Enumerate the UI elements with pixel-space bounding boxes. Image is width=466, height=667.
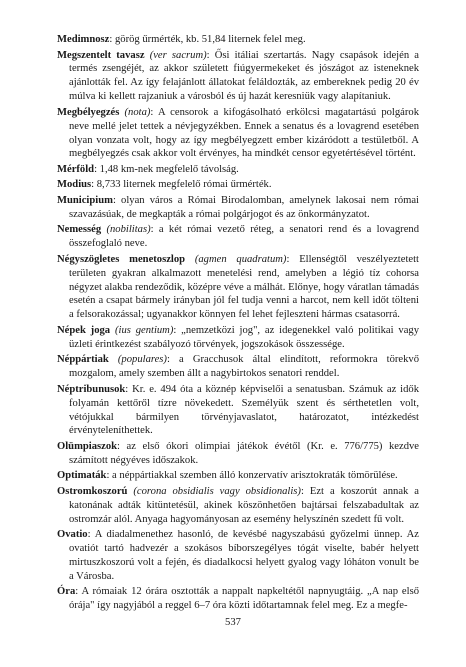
entry-term: Néppártiak <box>57 354 109 366</box>
glossary-entry: Olümpiaszok: az első ókori olimpiai játékok évétől (Kr. e. 776/775) kezdve számított négyéves időszakok. <box>57 440 420 466</box>
entry-term: Népek joga <box>57 324 111 336</box>
entry-term: Négyszögletes menetoszlop <box>57 253 186 265</box>
glossary-entry: Négyszögletes menetoszlop (agmen quadratum): Ellenségtől veszélyeztetett területen gyakran alkalmazott menetelési rend, amelyben a légió tíz cohorsa négyzet alakba rendeződik, középre véve a málhát. Előnye, hogy váratlan támadás esetén a csapat bármely irányban jól fel tudja venni a harcot, nem kell időt tölteni a felsorakozással; ugyanakkor könnyen fel lehet fejleszteni hármas csatasorrá. <box>57 253 419 321</box>
entry-term: Óra <box>57 586 76 598</box>
glossary-entry: Óra: A rómaiak 12 órára osztották a nappalt napkeltétől napnyugtáig. „A nap első órája" így nagyjából a reggel 6–7 óra közti időtartamnak felel meg. Ez a megfe- <box>57 586 419 612</box>
entry-term: Olümpiaszok <box>57 440 118 452</box>
entry-definition: 8,733 liternek megfelelő római űrmérték. <box>96 179 272 191</box>
entry-latin-term: (agmen quadratum) <box>194 253 287 265</box>
entry-definition: A censorok a kifogásolható erkölcsi magatartású polgárok neve mellé jelet tettek a névjegyzékben. Ennek a senatus és a lovagrend esetében olyan vonzata volt, hogy az így megbélyegzett ember kizáródott a testületből. A megbélyegzés csak akkor volt érvényes, ha mindkét censor egyetértésével történt. <box>69 106 419 160</box>
entry-definition: A diadalmenethez hasonló, de kevésbé nagyszabású győzelmi ünnep. Az ovatiót tartó hadvezér a szokásos bíborszegélyes tógát viselte, babér helyett mirtuszkoszorú volt a fején, és diadalkocsi helyett gyalog vagy lóháton vonult be a Városba. <box>69 529 419 582</box>
glossary-entry: Modius: 8,733 liternek megfelelő római űrmérték. <box>57 179 272 191</box>
entry-definition: Ellenségtől veszélyeztetett területen gyakran alkalmazott menetelési rend, amelyben a légió tíz cohorsa négyzet alakba rendeződik, középre véve a málhát. Előnye, hogy váratlan támadás esetén a csapat bármely irányban jól fel tudja venni a harcot, nem kell időt tölteni a felsorakozással; ugyanakkor könnyen fel lehet fejleszteni hármas csatasorrá. <box>69 253 419 321</box>
glossary-entry: Néptribunusok: Kr. e. 494 óta a köznép képviselői a senatusban. Számuk az idők folyamán kettőről tízre növekedett. Személyük szent és sérthetetlen volt, vétójukkal bármilyen törvényjavaslatot, határozatot, intézkedést érvényteleníthettek. <box>57 383 419 437</box>
entry-term: Megbélyegzés <box>57 106 120 118</box>
entry-term: Nemesség <box>57 224 102 236</box>
glossary-entry: Népek joga (ius gentium): „nemzetközi jog", az idegenekkel való politikai vagy üzleti érintkezést szabályozó törvények, jogszokások összessége. <box>57 324 420 350</box>
glossary-entry: Ostromkoszorú (corona obsidialis vagy obsidionalis): Ezt a koszorút annak a katonának adták kitüntetésül, akinek köszönhetően bajtársai felszabadultak az ostromzár alól. Anyaga hagyományosan az esemény helyszínén szedett fű volt. <box>57 485 420 525</box>
glossary-entry: Nemesség (nobilitas): a két római vezető réteg, a senatori rend és a lovagrend összefoglaló neve. <box>57 224 420 250</box>
entry-term: Ovatio <box>57 529 88 541</box>
entry-term: Optimaták <box>57 470 107 482</box>
glossary-entry: Megbélyegzés (nota): A censorok a kifogásolható erkölcsi magatartású polgárok neve mellé jelet tettek a névjegyzékben. Ennek a senatus és a lovagrend esetében olyan vonzata volt, hogy az így megbélyegzett ember kizáródott a testületből. A megbélyegzés csak akkor volt érvényes, ha mindkét censor egyetértésével történt. <box>57 106 419 160</box>
entry-term: Modius <box>57 179 92 191</box>
entry-term: Megszentelt tavasz <box>57 49 145 61</box>
entry-definition: 1,48 km-nek megfelelő távolság. <box>99 163 239 175</box>
entry-latin-term: (nobilitas) <box>106 224 151 236</box>
entry-definition: A rómaiak 12 órára osztották a nappalt napkeltétől napnyugtáig. „A nap első órája" így nagyjából a reggel 6–7 óra közti időtartamnak felel meg. Ez a megfe- <box>69 586 419 612</box>
entry-definition: Kr. e. 494 óta a köznép képviselői a senatusban. Számuk az idők folyamán kettőről tízre növekedett. Személyük szent és sérthetetlen volt, vétójukkal bármilyen törvényjavaslatot, határozatot, intézkedést érvényteleníthettek. <box>69 383 419 437</box>
entry-term: Mérföld <box>57 163 95 175</box>
entry-term: Ostromkoszorú <box>57 485 128 497</box>
entry-definition: görög űrmérték, kb. 51,84 liternek felel meg. <box>114 34 306 45</box>
glossary-entry: Megszentelt tavasz (ver sacrum): Ősi itáliai szertartás. Nagy csapások idején a termés zsengéjét, az akkor született fiúgyermekeket és jószágot az isteneknek ajánlották fel. Az így felajánlott állatokat feláldozták, az embereknek pedig 20 év múlva ki kellett rajzaniuk a városból és új hazát keresniük vagy alapítaniuk. <box>57 49 419 103</box>
entry-definition: olyan város a Római Birodalomban, amelynek lakosai nem római szavazásúak, de megkapták a római polgárjogot és az önkormányzatot. <box>69 194 420 220</box>
entry-term: Néptribunusok <box>57 383 126 395</box>
entry-definition: a Gracchusok által elindított, reformokra törekvő mozgalom, amely szemben állt a nagybirtokos senatori renddel. <box>69 354 419 380</box>
glossary-entry: Municipium: olyan város a Római Birodalomban, amelynek lakosai nem római szavazásúak, de megkapták a római polgárjogot és az önkormányzatot. <box>57 194 420 220</box>
page-number: 537 <box>225 617 241 628</box>
entry-latin-term: (ius gentium) <box>114 324 174 336</box>
entry-definition: Ősi itáliai szertartás. Nagy csapások idején a termés zsengéjét, az akkor született fiúgyermekeket és jószágot az isteneknek ajánlották fel. Az így felajánlott állatokat feláldozták, az embereknek pedig 20 év múlva ki kellett rajzaniuk a városból és új hazát keresniük vagy alapítaniuk. <box>69 49 419 103</box>
entry-definition: a két római vezető réteg, a senatori rend és a lovagrend összefoglaló neve. <box>69 224 420 250</box>
glossary-entry: Optimaták: a néppártiakkal szemben álló konzervatív arisztokraták tömörülése. <box>57 470 398 482</box>
entry-definition: Ezt a koszorút annak a katonának adták kitüntetésül, akinek köszönhetően bajtársai felszabadultak az ostromzár alól. Anyaga hagyományosan az esemény helyszínén szedett fű volt. <box>69 485 420 525</box>
entry-latin-term: (corona obsidialis vagy obsidionalis) <box>133 485 301 497</box>
entry-latin-term: (populares) <box>117 354 167 366</box>
entry-definition: az első ókori olimpiai játékok évétől (Kr. e. 776/775) kezdve számított négyéves időszakok. <box>69 440 420 466</box>
glossary-list <box>57 33 419 613</box>
entry-latin-term: (nota) <box>124 106 151 118</box>
entry-term: Medimnosz <box>57 34 110 45</box>
glossary-entry: Néppártiak (populares): a Gracchusok által elindított, reformokra törekvő mozgalom, amely szemben állt a nagybirtokos senatori renddel. <box>57 354 419 380</box>
glossary-entry: Ovatio: A diadalmenethez hasonló, de kevésbé nagyszabású győzelmi ünnep. Az ovatiót tartó hadvezér a szokásos bíborszegélyes tógát viselte, babér helyett mirtuszkoszorú volt a fején, és diadalkocsi helyett gyalog vagy lóháton vonult be a Városba. <box>57 529 419 582</box>
glossary-entry: Mérföld: 1,48 km-nek megfelelő távolság. <box>57 163 239 175</box>
entry-definition: a néppártiakkal szemben álló konzervatív arisztokraták tömörülése. <box>112 470 398 482</box>
glossary-entry: Medimnosz: görög űrmérték, kb. 51,84 liternek felel meg. <box>57 34 306 45</box>
entry-term: Municipium <box>57 194 113 206</box>
entry-latin-term: (ver sacrum) <box>149 49 207 61</box>
entry-definition: „nemzetközi jog", az idegenekkel való politikai vagy üzleti érintkezést szabályozó törvények, jogszokások összessége. <box>69 324 420 350</box>
